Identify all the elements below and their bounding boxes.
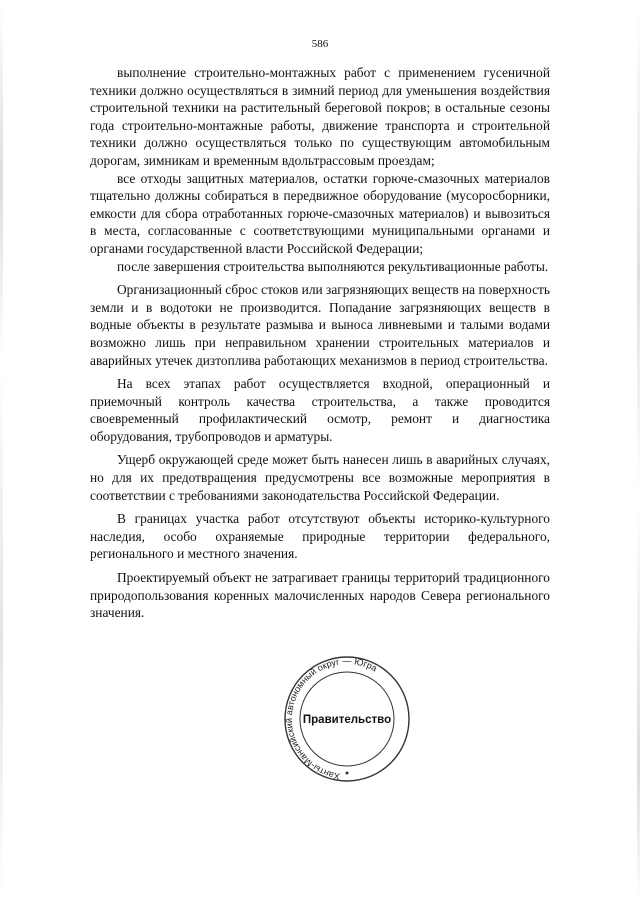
paragraph-1: выполнение строительно-монтажных работ с применением гусеничной техники должно осуществляться в зимний период для уменьшения воздействия строительной техники на растительный береговой покров; в остальные сезоны года строительно-монтажные работы, движение транспорта и строительной техники должно осуществляться только по существующим автомобильным дорогам, зимникам и временным вдольтрассовым проездам; <box>90 65 550 168</box>
seal-star-dot <box>346 772 349 775</box>
paragraph-5: На всех этапах работ осуществляется входной, операционный и приемочный контроль качества строительства, а также проводится своевременный профилактический осмотр, ремонт и диагностика оборудования, трубопроводов и арматуры. <box>90 376 550 444</box>
paragraph-8: Проектируемый объект не затрагивает границы территорий традиционного природопользования коренных малочисленных народов Севера регионального значения. <box>90 570 550 621</box>
seal-center-text: Правительство <box>302 714 392 726</box>
official-seal <box>267 656 427 786</box>
paragraph-3: после завершения строительства выполняются рекультивационные работы. <box>117 258 549 274</box>
paragraph-4: Организационный сброс стоков или загрязняющих веществ на поверхность земли и в водотоки не производится. Попадание загрязняющих веществ в водные объекты в результате размыва и выноса ливневыми и талыми водами возможно лишь при неправильном хранении строительных материалов и аварийных утечек дизтоплива работающих механизмов в период строительства. <box>90 282 550 368</box>
paragraph-7: В границах участка работ отсутствуют объекты историко-культурного наследия, особо охраняемые природные территории федерального, регионального и местного значения. <box>90 511 550 562</box>
paragraph-6: Ущерб окружающей среде может быть нанесен лишь в аварийных случаях, но для их предотвращения предусмотрены все возможные мероприятия в соответствии с требованиями законодательства Российской Федерации. <box>90 452 550 503</box>
document-body <box>90 64 550 622</box>
paragraph-2: все отходы защитных материалов, остатки горюче-смазочных материалов тщательно должны собираться в передвижное оборудование (мусоросборники, емкости для сбора отработанных горюче-смазочных материалов) и вывозиться в места, согласованные с соответствующими муниципальными органами и органами государственной власти Российской Федерации; <box>90 170 550 256</box>
scan-edge-left <box>0 0 3 905</box>
seal-ring-text: Ханты-Мансийский автономный округ — Югра <box>283 656 379 782</box>
page-number: 586 <box>311 38 329 50</box>
